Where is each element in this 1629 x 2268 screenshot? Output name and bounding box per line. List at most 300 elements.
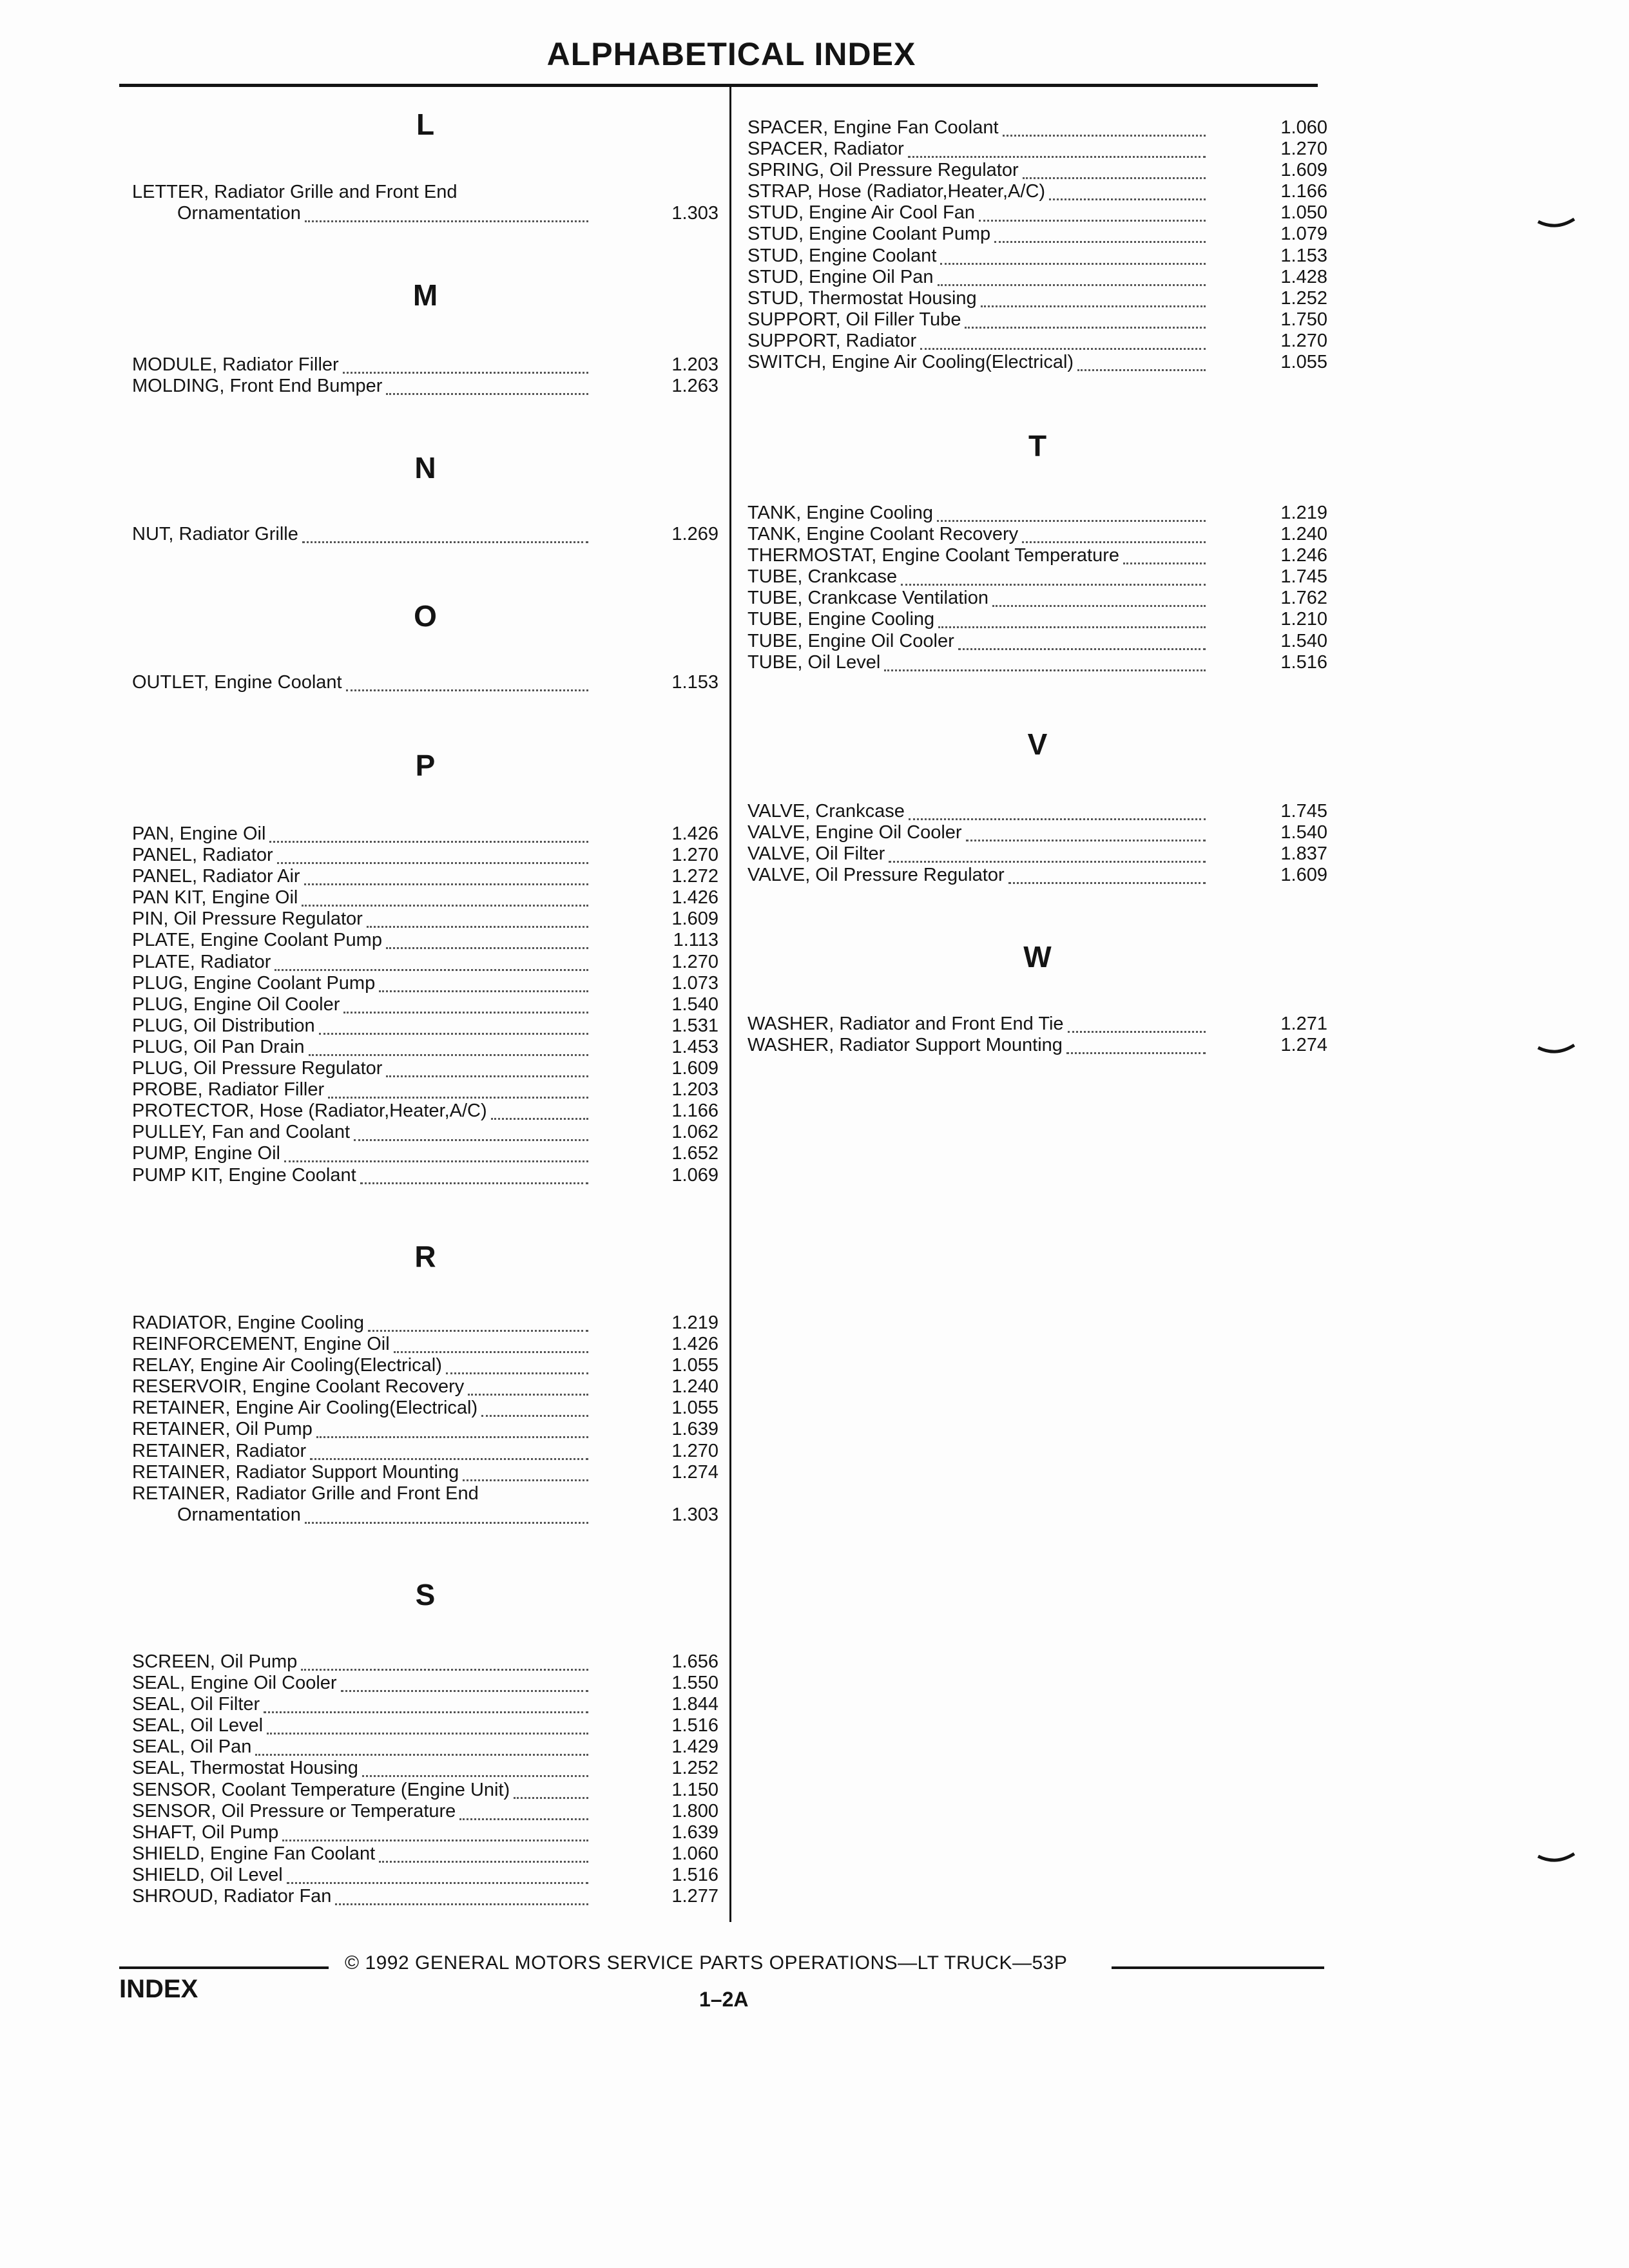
dot-leader [316,1436,588,1438]
entry-term: PAN, Engine Oil [132,823,266,844]
entry-page-number: 1.203 [671,1079,718,1100]
index-entry [747,801,1327,822]
index-entry [747,1014,1327,1035]
entry-name [132,866,591,887]
entry-term: PLUG, Oil Distribution [132,1015,315,1036]
dot-leader [264,1711,588,1713]
section-letter: S [415,1578,436,1611]
section-letter: M [412,278,438,312]
entry-page-number: 1.800 [671,1800,718,1821]
dot-leader [341,1690,588,1692]
entry-name [132,994,591,1015]
dot-leader [275,969,588,971]
index-entry [132,1865,718,1886]
dot-leader [301,1669,588,1671]
entry-term: TANK, Engine Cooling [747,503,934,523]
index-entry [747,160,1327,181]
entry-name [747,843,1208,865]
entry-name [132,1100,591,1122]
entry-term: WASHER, Radiator and Front End Tie [747,1014,1064,1034]
entry-name [747,822,1208,843]
dot-leader [981,305,1206,307]
dot-leader [386,947,588,949]
entry-name [132,1843,591,1865]
dot-leader [368,1330,588,1332]
entry-term: STRAP, Hose (Radiator,Heater,A/C) [747,181,1046,202]
entry-term: SUPPORT, Oil Filler Tube [747,309,961,330]
entry-name [132,973,591,994]
entry-page-number: 1.639 [671,1821,718,1843]
index-entry [747,545,1327,566]
entry-page-number: 1.069 [671,1164,718,1186]
index-entry [747,117,1327,139]
entry-name [747,609,1208,630]
index-entry [132,887,718,908]
entry-name [132,672,591,693]
entry-page-number: 1.270 [671,845,718,866]
index-entry [132,1801,718,1822]
entry-page-number: 1.540 [671,994,718,1015]
index-entry [132,1758,718,1779]
footer-rule-left [119,1966,329,1969]
entry-term: SPACER, Engine Fan Coolant [747,117,999,138]
entry-term: PULLEY, Fan and Coolant [132,1122,351,1143]
dot-leader [937,520,1206,522]
entry-name [747,588,1208,609]
entry-name [747,202,1208,224]
entry-page-number: 1.609 [671,908,718,930]
entry-name [132,1058,591,1079]
entry-page-number: 1.516 [1280,651,1327,673]
entry-term: SENSOR, Oil Pressure or Temperature [132,1800,456,1821]
index-entry [132,1143,718,1164]
entry-name [132,1122,591,1143]
entry-term: SHIELD, Oil Level [132,1864,283,1885]
dot-leader [367,926,588,928]
entry-term: OUTLET, Engine Coolant [132,672,342,693]
entry-name [132,1398,591,1419]
entry-term: SENSOR, Coolant Temperature (Engine Unit) [132,1779,510,1800]
entry-name [132,952,591,973]
entry-name [747,503,1208,524]
dot-leader [282,1840,588,1841]
entry-page-number: 1.270 [1280,139,1327,160]
entry-name [132,1736,591,1758]
entry-term: SEAL, Oil Pan [132,1736,252,1758]
section-entries [132,1312,718,1526]
dot-leader [386,393,588,395]
dot-leader [966,840,1206,841]
entry-page-number: 1.609 [1280,865,1327,886]
index-entry [132,376,718,397]
index-entry [132,1673,718,1694]
index-entry [132,1122,718,1143]
section-letter: W [1023,940,1052,974]
entry-name [747,224,1208,245]
entry-term: TANK, Engine Coolant Recovery [747,524,1019,545]
entry-name [747,865,1208,886]
entry-name [747,117,1208,139]
margin-mark-icon [1537,1852,1576,1867]
index-entry [132,845,718,866]
index-entry [132,1419,718,1440]
entry-name [747,181,1208,202]
section-entries [132,524,718,545]
dot-leader [940,263,1206,265]
entry-term: SHIELD, Engine Fan Coolant [132,1843,376,1864]
entry-term: SHROUD, Radiator Fan [132,1886,332,1907]
entry-term: MODULE, Radiator Filler [132,354,339,375]
dot-leader [481,1415,588,1417]
entry-term: RETAINER, Radiator Support Mounting [132,1461,459,1483]
index-entry [747,245,1327,267]
entry-name [747,288,1208,309]
entry-term: PLATE, Engine Coolant Pump [132,930,382,951]
dot-leader [1049,198,1206,200]
dot-leader [343,1012,588,1014]
entry-term: TUBE, Engine Cooling [747,609,935,630]
dot-leader [459,1818,588,1820]
entry-page-number: 1.270 [671,1440,718,1461]
index-entry [132,1483,718,1526]
section-entries-continued [747,117,1327,373]
index-entry [132,1037,718,1058]
entry-name [132,1758,591,1779]
entry-term: THERMOSTAT, Engine Coolant Temperature [747,545,1120,566]
dot-leader [354,1139,588,1141]
entry-page-number: 1.844 [671,1694,718,1715]
dot-leader [1022,541,1206,543]
index-entry [747,566,1327,588]
section-letter: P [415,749,436,782]
entry-page-number: 1.113 [673,930,718,951]
index-entry [747,843,1327,865]
dot-leader [979,220,1206,222]
entry-page-number: 1.055 [671,1355,718,1376]
index-entry [747,822,1327,843]
entry-page-number: 1.652 [671,1143,718,1164]
entry-name [132,823,591,845]
entry-name [747,331,1208,352]
index-entry [747,139,1327,160]
index-entry [132,1398,718,1419]
index-entry [132,973,718,994]
dot-leader [304,883,588,885]
dot-leader [463,1479,588,1481]
entry-page-number: 1.240 [671,1376,718,1398]
entry-term: PANEL, Radiator Air [132,866,300,887]
entry-page-number: 1.271 [1280,1014,1327,1034]
entry-page-number: 1.303 [671,203,718,224]
entry-name [747,1035,1208,1056]
index-entry [747,181,1327,202]
entry-name [132,524,591,545]
entry-page-number: 1.272 [671,866,718,887]
entry-term: TUBE, Engine Oil Cooler [747,630,954,651]
index-entry [132,1165,718,1186]
entry-name [132,1822,591,1843]
entry-page-number: 1.750 [1280,309,1327,330]
entry-page-number: 1.516 [671,1864,718,1885]
margin-mark-icon [1537,218,1576,232]
entry-term: VALVE, Engine Oil Cooler [747,822,962,843]
entry-term-continuation: Ornamentation [177,203,301,224]
index-entry [132,1462,718,1483]
entry-name [132,1143,591,1164]
entry-page-number: 1.745 [1280,801,1327,822]
dot-leader [310,1458,588,1460]
index-entry [132,1355,718,1376]
entry-name [132,1462,591,1483]
index-entry [132,952,718,973]
entry-term-continuation: Ornamentation [177,1504,301,1525]
entry-term: PLUG, Oil Pressure Regulator [132,1058,383,1079]
dot-leader [362,1775,588,1777]
entry-page-number: 1.540 [1280,630,1327,651]
dot-leader [491,1118,588,1120]
dot-leader [379,1861,588,1863]
entry-name [132,1419,591,1440]
index-entry [132,1100,718,1122]
entry-name [132,203,591,224]
entry-name [747,631,1208,652]
dot-leader [994,241,1206,243]
entry-page-number: 1.270 [1280,330,1327,351]
entry-name [747,1014,1208,1035]
entry-name [132,1376,591,1398]
entry-name [132,1673,591,1694]
index-entry [132,1376,718,1398]
section-entries [132,182,718,224]
dot-leader [360,1182,588,1184]
dot-leader [269,841,588,843]
index-entry [132,823,718,845]
entry-term: PAN KIT, Engine Oil [132,887,298,908]
dot-leader [302,905,588,907]
footer-section-label: INDEX [119,1975,198,2003]
index-entry [132,908,718,930]
index-entry [132,1694,718,1715]
title-rule [119,84,1318,87]
entry-page-number: 1.210 [1280,609,1327,630]
entry-term: RETAINER, Radiator Grille and Front End [132,1483,479,1504]
entry-page-number: 1.639 [671,1419,718,1440]
index-entry [747,503,1327,524]
index-entry [132,1886,718,1907]
entry-page-number: 1.240 [1280,524,1327,545]
entry-term: TUBE, Crankcase Ventilation [747,588,988,609]
dot-leader [305,1522,588,1524]
index-entry [132,1736,718,1758]
entry-term: NUT, Radiator Grille [132,524,298,544]
dot-leader [386,1075,588,1077]
index-entry [132,1715,718,1736]
entry-term: PIN, Oil Pressure Regulator [132,908,363,930]
dot-leader [1068,1031,1206,1033]
entry-name [747,566,1208,588]
entry-page-number: 1.252 [671,1758,718,1779]
entry-term: VALVE, Oil Pressure Regulator [747,865,1005,886]
entry-page-number: 1.609 [671,1058,718,1079]
entry-page-number: 1.153 [671,672,718,693]
margin-mark-icon [1537,1044,1576,1058]
entry-page-number: 1.516 [671,1715,718,1736]
dot-leader [514,1797,588,1799]
entry-name [132,354,591,376]
entry-page-number: 1.426 [671,887,718,908]
index-entry [132,524,718,545]
entry-page-number: 1.219 [671,1312,718,1333]
entry-name [132,1441,591,1462]
entry-term: LETTER, Radiator Grille and Front End [132,182,458,202]
entry-term: PROBE, Radiator Filler [132,1079,325,1100]
dot-leader [379,990,588,992]
dot-leader [1003,135,1206,137]
index-entry [132,1079,718,1100]
entry-term: RESERVOIR, Engine Coolant Recovery [132,1376,465,1398]
entry-name [747,139,1208,160]
entry-name [132,376,591,397]
dot-leader [889,861,1206,863]
index-entry [747,309,1327,331]
dot-leader [1123,562,1206,564]
entry-name [132,1694,591,1715]
section-entries [132,354,718,397]
index-entry [747,652,1327,673]
dot-leader [343,372,588,374]
entry-term: TUBE, Crankcase [747,566,898,588]
entry-page-number: 1.055 [671,1398,718,1419]
entry-page-number: 1.426 [671,823,718,844]
entry-name [132,1780,591,1801]
section-letter: L [416,108,435,141]
index-entry [132,1058,718,1079]
entry-page-number: 1.429 [671,1736,718,1758]
entry-term: TUBE, Oil Level [747,651,881,673]
entry-page-number: 1.531 [671,1015,718,1036]
entry-term: MOLDING, Front End Bumper [132,376,383,397]
column-divider [729,86,731,1922]
entry-term: STUD, Engine Oil Pan [747,266,934,287]
entry-page-number: 1.277 [671,1886,718,1907]
entry-page-number: 1.274 [671,1461,718,1483]
entry-term: RETAINER, Radiator [132,1440,307,1461]
dot-leader [938,626,1206,628]
entry-name [132,1312,591,1334]
entry-name [132,930,591,951]
entry-page-number: 1.219 [1280,503,1327,523]
entry-page-number: 1.252 [1280,287,1327,309]
index-entry [747,631,1327,652]
entry-page-number: 1.656 [671,1651,718,1672]
index-entry [747,224,1327,245]
entry-term: PUMP, Engine Oil [132,1143,280,1164]
dot-leader [1066,1052,1206,1054]
entry-term: SHAFT, Oil Pump [132,1821,279,1843]
dot-leader [1077,369,1206,371]
section-letter: R [414,1240,436,1273]
footer-page-number: 1–2A [699,1988,749,2011]
index-entry [747,267,1327,288]
entry-term: SPACER, Radiator [747,139,904,160]
entry-page-number: 1.540 [1280,822,1327,843]
section-entries [747,801,1327,886]
index-entry [747,202,1327,224]
index-entry [132,1843,718,1865]
dot-leader [255,1754,588,1756]
entry-name [132,1334,591,1355]
entry-name [747,267,1208,288]
entry-term: PLUG, Engine Coolant Pump [132,972,376,994]
index-entry [747,609,1327,630]
entry-term: STUD, Engine Coolant [747,245,937,266]
entry-name [747,652,1208,673]
dot-leader [992,605,1206,607]
entry-term: PLUG, Engine Oil Cooler [132,994,340,1015]
entry-page-number: 1.837 [1280,843,1327,865]
entry-page-number: 1.060 [1280,117,1327,138]
dot-leader [267,1733,588,1735]
entry-term: SEAL, Engine Oil Cooler [132,1673,337,1694]
dot-leader [335,1903,588,1905]
entry-term: SWITCH, Engine Air Cooling(Electrical) [747,352,1074,373]
dot-leader [284,1160,588,1162]
dot-leader [965,327,1206,329]
entry-page-number: 1.055 [1280,352,1327,373]
index-entry [132,930,718,951]
index-entry [132,1822,718,1843]
entry-name [747,309,1208,331]
footer-rule-right [1112,1966,1324,1969]
entry-page-number: 1.060 [671,1843,718,1864]
index-entry [132,1015,718,1037]
entry-page-number: 1.550 [671,1673,718,1694]
index-entry [132,866,718,887]
entry-name [747,545,1208,566]
index-entry [747,865,1327,886]
index-entry [747,588,1327,609]
entry-term: SPRING, Oil Pressure Regulator [747,160,1019,181]
entry-name [747,245,1208,267]
entry-name [747,801,1208,822]
footer-copyright: © 1992 GENERAL MOTORS SERVICE PARTS OPERATIONS—LT TRUCK—53P [345,1952,1068,1974]
dot-leader [302,541,588,543]
index-entry [747,331,1327,352]
entry-name [132,1504,591,1526]
entry-term: SCREEN, Oil Pump [132,1651,298,1672]
entry-name [132,1801,591,1822]
section-letter: O [414,599,437,633]
section-entries [132,1651,718,1907]
entry-name [132,845,591,866]
dot-leader [884,669,1206,671]
entry-term: RETAINER, Oil Pump [132,1419,313,1440]
index-entry [132,354,718,376]
entry-name [747,352,1208,373]
dot-leader [1008,882,1206,884]
entry-term: SEAL, Oil Level [132,1715,264,1736]
entry-name [132,1865,591,1886]
dot-leader [1023,177,1206,179]
entry-page-number: 1.263 [671,376,718,397]
section-letter: V [1027,727,1048,761]
dot-leader [958,648,1206,650]
entry-term: RETAINER, Engine Air Cooling(Electrical) [132,1398,478,1419]
dot-leader [909,818,1206,820]
index-entry [747,524,1327,545]
dot-leader [319,1033,588,1035]
entry-page-number: 1.150 [671,1779,718,1800]
